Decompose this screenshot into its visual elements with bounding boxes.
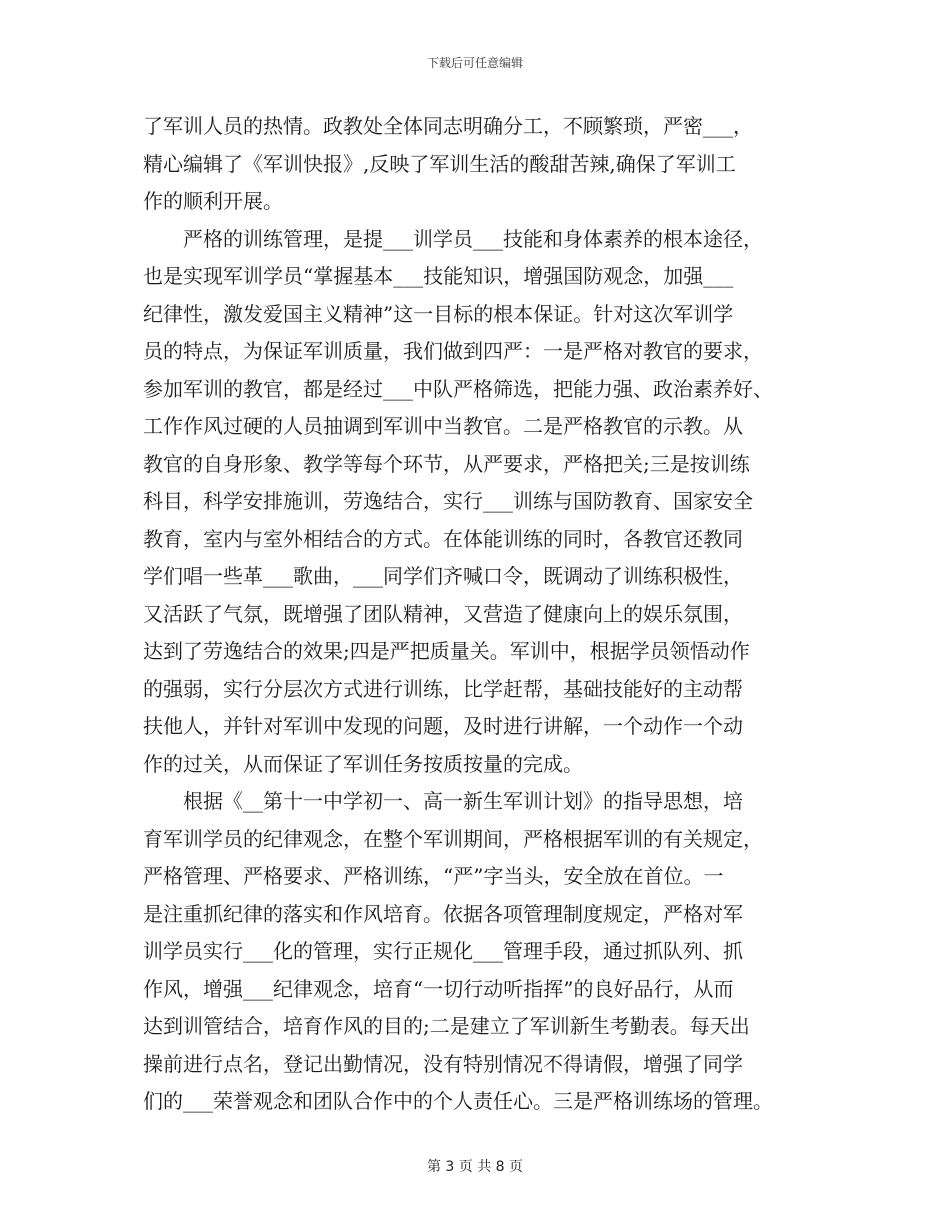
text-line: 作风，增强___纪律观念，培育“一切行动听指挥”的良好品行，从而: [143, 976, 734, 1001]
text-line: 达到了劳逸结合的效果;四是严把质量关。军训中，根据学员领悟动作: [143, 639, 750, 663]
text-line: 学们唱一些革___歌曲，___同学们齐喊口令，既调动了训练积极性，: [143, 564, 743, 588]
text-line: 根据《__第十一中学初一、高一新生军训计划》的指导思想，培: [143, 789, 743, 813]
document-body: [143, 108, 833, 1121]
text-line: 作的过关，从而保证了军训任务按质按量的完成。: [143, 751, 583, 776]
text-line: 训学员实行___化的管理，实行正规化___管理手段，通过抓队列、抓: [143, 939, 743, 963]
page-header-note: 下载后可任意编辑: [426, 56, 523, 70]
text-line: 是注重抓纪律的落实和作风培育。依据各项管理制度规定，严格对军: [143, 901, 743, 926]
text-line: 育军训学员的纪律观念，在整个军训期间，严格根据军训的有关规定，: [143, 826, 763, 851]
text-line: 科目，科学安排施训，劳逸结合，实行___训练与国防教育、国家安全: [143, 489, 753, 513]
text-line: 严格的训练管理，是提___训学员___技能和身体素养的根本途径，: [143, 226, 763, 251]
text-line: 达到训管结合，培育作风的目的;二是建立了军训新生考勤表。每天出: [143, 1014, 750, 1038]
text-line: 了军训人员的热情。政教处全体同志明确分工，不顾繁琐，严密___，: [143, 114, 753, 138]
text-line: 的强弱，实行分层次方式进行训练，比学赶帮，基础技能好的主动帮: [143, 676, 743, 701]
text-line: 作的顺利开展。: [143, 189, 283, 213]
text-line: 精心编辑了《军训快报》,反映了军训生活的酸甜苦辣,确保了军训工: [143, 151, 736, 176]
text-line: 又活跃了气氛，既增强了团队精神，又营造了健康向上的娱乐氛围，: [143, 601, 743, 626]
text-line: 纪律性，激发爱国主义精神”这一目标的根本保证。针对这次军训学: [143, 301, 734, 326]
text-line: 工作作风过硬的人员抽调到军训中当教官。二是严格教官的示教。从: [143, 414, 743, 438]
text-line: 参加军训的教官，都是经过___中队严格筛选，把能力强、政治素养好、: [143, 376, 773, 401]
text-line: 操前进行点名，登记出勤情况，没有特别情况不得请假，增强了同学: [143, 1051, 743, 1076]
text-line: 教育，室内与室外相结合的方式。在体能训练的同时，各教官还教同: [143, 526, 743, 551]
page-number: 第 3 页 共 8 页: [426, 1159, 524, 1175]
text-line: 扶他人，并针对军训中发现的问题，及时进行讲解，一个动作一个动: [143, 714, 743, 738]
text-line: 们的___荣誉观念和团队合作中的个人责任心。三是严格训练场的管理。: [143, 1089, 773, 1113]
text-line: 教官的自身形象、教学等每个环节，从严要求，严格把关;三是按训练: [143, 451, 750, 476]
text-line: 也是实现军训学员“掌握基本___技能知识，增强国防观念，加强___: [143, 264, 734, 288]
text-line: 严格管理、严格要求、严格训练，“严”字当头，安全放在首位。一: [143, 864, 724, 888]
text-line: 员的特点，为保证军训质量，我们做到四严：一是严格对教官的要求，: [143, 339, 763, 363]
